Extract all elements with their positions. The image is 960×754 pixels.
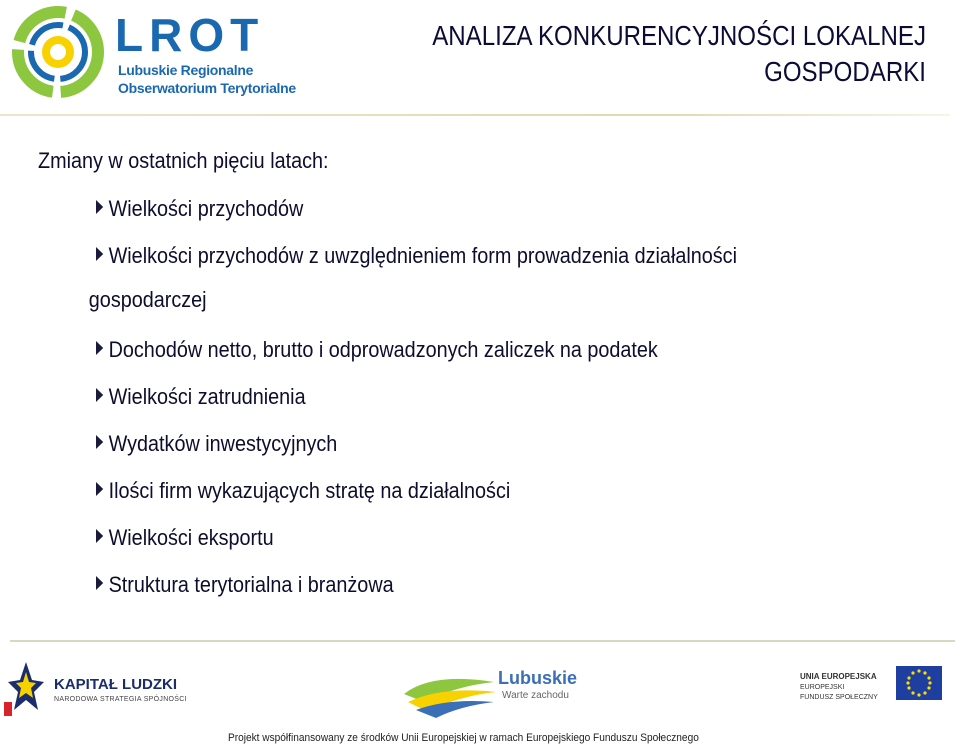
bullet-arrow-icon (96, 482, 103, 496)
list-item-text: Ilości firm wykazujących stratę na działalności (108, 478, 511, 503)
bullet-arrow-icon (96, 200, 103, 214)
kapital-ludzki-logo (4, 658, 194, 718)
header-divider (0, 114, 950, 116)
lubuskie-logo (402, 660, 582, 720)
eu-subtitle-2: FUNDUSZ SPOŁECZNY (800, 694, 878, 701)
footer-divider (10, 640, 955, 642)
list-item-text: Wielkości przychodów (108, 196, 304, 221)
eu-title: UNIA EUROPEJSKA (800, 672, 877, 681)
lrot-logo (12, 6, 312, 98)
funding-note: Projekt współfinansowany ze środków Unii Europejskiej w ramach Europejskiego Funduszu Społecznego (228, 732, 699, 744)
list-item-text: Wielkości eksportu (108, 525, 274, 550)
lrot-logo-subtitle-2: Obserwatorium Terytorialne (118, 80, 296, 96)
lubuskie-wave-icon (402, 660, 498, 720)
lrot-circle-logo-icon (12, 6, 104, 98)
page-title (410, 18, 926, 90)
lrot-logo-title: LROT (115, 9, 265, 61)
kapital-ludzki-subtitle: NARODOWA STRATEGIA SPÓJNOŚCI (54, 696, 187, 703)
list-item-text: Dochodów netto, brutto i odprowadzonych zaliczek na podatek (108, 337, 658, 362)
list-item (96, 196, 861, 222)
bullet-arrow-icon (96, 576, 103, 590)
list-item (96, 384, 861, 410)
list-item (88, 243, 861, 312)
page-title-line-1: ANALIZA KONKURENCYJNOŚCI LOKALNEJ (432, 20, 926, 51)
kapital-ludzki-title: KAPITAŁ LUDZKI (54, 676, 178, 693)
lrot-logo-subtitle-1: Lubuskie Regionalne (118, 62, 254, 78)
list-item-text-continuation: gospodarczej (88, 287, 207, 312)
bullet-arrow-icon (96, 435, 103, 449)
bullet-list (88, 196, 946, 619)
bullet-arrow-icon (96, 341, 103, 355)
eu-flag-icon (896, 666, 942, 700)
bullet-arrow-icon (96, 529, 103, 543)
intro-text: Zmiany w ostatnich pięciu latach: (38, 148, 329, 173)
page-title-line-2: GOSPODARKI (764, 56, 926, 87)
lubuskie-subtitle: Warte zachodu (502, 690, 569, 701)
bullet-arrow-icon (96, 247, 103, 261)
eu-logo (800, 664, 950, 714)
header (0, 0, 960, 112)
list-item (96, 525, 861, 551)
list-item-text: Wielkości zatrudnienia (108, 384, 306, 409)
eu-subtitle-1: EUROPEJSKI (800, 684, 845, 691)
list-item-text: Wydatków inwestycyjnych (108, 431, 338, 456)
list-item-text: Struktura terytorialna i branżowa (108, 572, 394, 597)
list-item-text: Wielkości przychodów z uwzględnieniem form prowadzenia działalności (108, 243, 737, 268)
list-item (96, 337, 861, 363)
lubuskie-title: Lubuskie (498, 668, 578, 688)
kapital-ludzki-star-icon (4, 658, 46, 716)
bullet-arrow-icon (96, 388, 103, 402)
footer (0, 646, 960, 754)
list-item (96, 478, 861, 504)
list-item (96, 431, 861, 457)
list-item (96, 572, 861, 598)
